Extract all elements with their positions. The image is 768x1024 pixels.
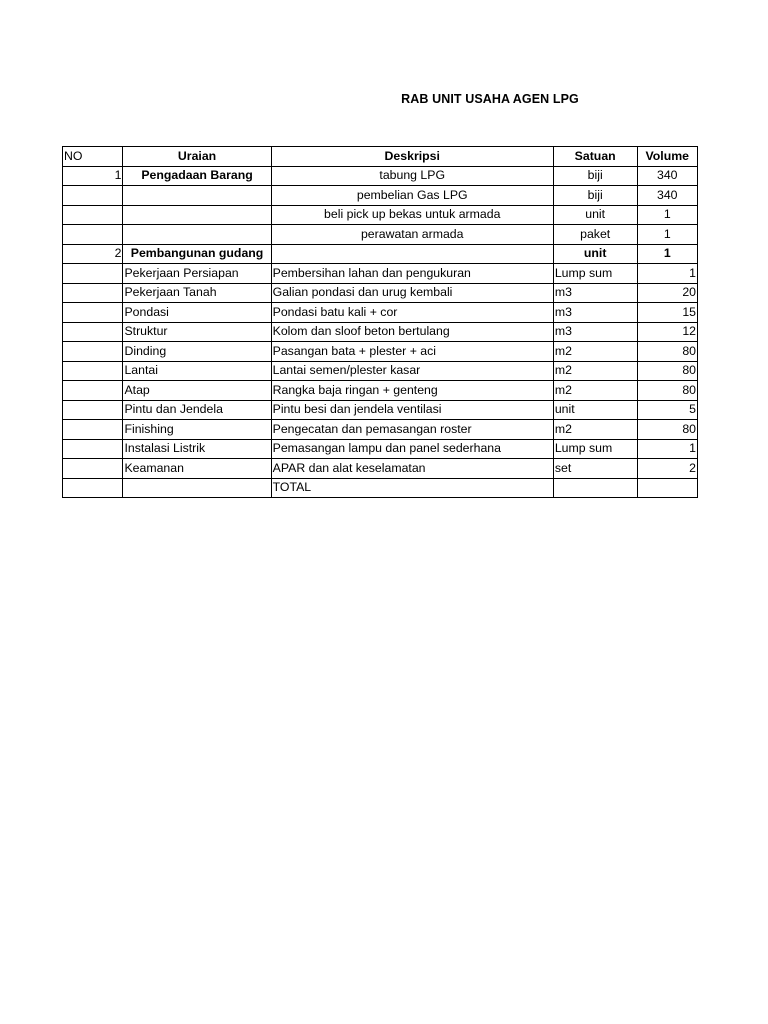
cell-uraian: Pintu dan Jendela xyxy=(123,400,271,420)
cell-empty xyxy=(123,225,271,245)
cell-deskripsi: Pemasangan lampu dan panel sederhana xyxy=(271,439,553,459)
cell-satuan: paket xyxy=(553,225,637,245)
cell-empty xyxy=(63,381,123,401)
cell-satuan: set xyxy=(553,459,637,479)
cell-volume: 12 xyxy=(637,322,698,342)
header-deskripsi: Deskripsi xyxy=(271,147,553,167)
table-row xyxy=(63,283,698,303)
cell-empty xyxy=(553,478,637,498)
cell-deskripsi: beli pick up bekas untuk armada xyxy=(271,205,553,225)
cell-empty xyxy=(63,361,123,381)
cell-empty xyxy=(63,225,123,245)
cell-satuan: m3 xyxy=(553,322,637,342)
cell-uraian: Lantai xyxy=(123,361,271,381)
cell-deskripsi: APAR dan alat keselamatan xyxy=(271,459,553,479)
cell-volume: 80 xyxy=(637,342,698,362)
cell-empty xyxy=(63,264,123,284)
rab-table xyxy=(62,146,698,498)
cell-empty xyxy=(637,478,698,498)
cell-empty xyxy=(63,322,123,342)
cell-uraian: Instalasi Listrik xyxy=(123,439,271,459)
table-row xyxy=(63,439,698,459)
table-row xyxy=(63,342,698,362)
cell-satuan: m2 xyxy=(553,381,637,401)
table-row xyxy=(63,322,698,342)
cell-volume: 340 xyxy=(637,166,698,186)
cell-volume: 1 xyxy=(637,205,698,225)
cell-empty xyxy=(63,205,123,225)
section-title-pengadaan: Pengadaan Barang xyxy=(123,166,271,186)
cell-volume: 80 xyxy=(637,381,698,401)
cell-satuan: m2 xyxy=(553,420,637,440)
cell-satuan: m2 xyxy=(553,361,637,381)
cell-deskripsi: Galian pondasi dan urug kembali xyxy=(271,283,553,303)
cell-deskripsi: Pondasi batu kali + cor xyxy=(271,303,553,323)
cell-volume: 1 xyxy=(637,439,698,459)
cell-volume: 1 xyxy=(637,264,698,284)
cell-empty xyxy=(63,420,123,440)
cell-empty xyxy=(271,244,553,264)
cell-empty xyxy=(63,342,123,362)
header-satuan: Satuan xyxy=(553,147,637,167)
header-uraian: Uraian xyxy=(123,147,271,167)
cell-empty xyxy=(63,439,123,459)
cell-volume: 80 xyxy=(637,361,698,381)
row-no: 2 xyxy=(63,244,123,264)
table-row xyxy=(63,225,698,245)
cell-empty xyxy=(63,400,123,420)
cell-satuan: m3 xyxy=(553,283,637,303)
header-no: NO xyxy=(63,147,123,167)
table-row xyxy=(63,420,698,440)
cell-volume: 1 xyxy=(637,225,698,245)
cell-satuan: Lump sum xyxy=(553,264,637,284)
cell-empty xyxy=(123,478,271,498)
cell-volume: 2 xyxy=(637,459,698,479)
table-row xyxy=(63,205,698,225)
cell-deskripsi: tabung LPG xyxy=(271,166,553,186)
table-row xyxy=(63,459,698,479)
cell-empty xyxy=(63,459,123,479)
total-label: TOTAL xyxy=(271,478,553,498)
cell-uraian: Pekerjaan Tanah xyxy=(123,283,271,303)
table-row xyxy=(63,303,698,323)
table-row xyxy=(63,186,698,206)
cell-empty xyxy=(123,205,271,225)
cell-uraian: Keamanan xyxy=(123,459,271,479)
cell-deskripsi: Kolom dan sloof beton bertulang xyxy=(271,322,553,342)
table-row xyxy=(63,381,698,401)
cell-deskripsi: Pasangan bata + plester + aci xyxy=(271,342,553,362)
row-no: 1 xyxy=(63,166,123,186)
cell-empty xyxy=(63,186,123,206)
header-row xyxy=(63,147,698,167)
cell-satuan: unit xyxy=(553,244,637,264)
cell-deskripsi: Pembersihan lahan dan pengukuran xyxy=(271,264,553,284)
cell-volume: 340 xyxy=(637,186,698,206)
cell-volume: 20 xyxy=(637,283,698,303)
cell-deskripsi: perawatan armada xyxy=(271,225,553,245)
cell-satuan: m3 xyxy=(553,303,637,323)
header-volume: Volume xyxy=(637,147,698,167)
table-row xyxy=(63,264,698,284)
cell-uraian: Dinding xyxy=(123,342,271,362)
cell-deskripsi: Lantai semen/plester kasar xyxy=(271,361,553,381)
cell-empty xyxy=(63,303,123,323)
cell-satuan: biji xyxy=(553,186,637,206)
table-row xyxy=(63,361,698,381)
cell-satuan: biji xyxy=(553,166,637,186)
cell-deskripsi: Rangka baja ringan + genteng xyxy=(271,381,553,401)
cell-satuan: unit xyxy=(553,400,637,420)
cell-satuan: Lump sum xyxy=(553,439,637,459)
cell-uraian: Atap xyxy=(123,381,271,401)
section-title-pembangunan: Pembangunan gudang xyxy=(123,244,271,264)
cell-deskripsi: pembelian Gas LPG xyxy=(271,186,553,206)
cell-uraian: Struktur xyxy=(123,322,271,342)
cell-volume: 15 xyxy=(637,303,698,323)
cell-satuan: m2 xyxy=(553,342,637,362)
document-title: RAB UNIT USAHA AGEN LPG xyxy=(401,92,579,106)
cell-deskripsi: Pengecatan dan pemasangan roster xyxy=(271,420,553,440)
cell-satuan: unit xyxy=(553,205,637,225)
cell-empty xyxy=(63,283,123,303)
cell-uraian: Finishing xyxy=(123,420,271,440)
cell-empty xyxy=(123,186,271,206)
cell-volume: 80 xyxy=(637,420,698,440)
cell-uraian: Pondasi xyxy=(123,303,271,323)
cell-volume: 1 xyxy=(637,244,698,264)
total-row xyxy=(63,478,698,498)
table-row xyxy=(63,400,698,420)
table-row xyxy=(63,244,698,264)
cell-volume: 5 xyxy=(637,400,698,420)
cell-uraian: Pekerjaan Persiapan xyxy=(123,264,271,284)
cell-empty xyxy=(63,478,123,498)
cell-deskripsi: Pintu besi dan jendela ventilasi xyxy=(271,400,553,420)
table-row xyxy=(63,166,698,186)
